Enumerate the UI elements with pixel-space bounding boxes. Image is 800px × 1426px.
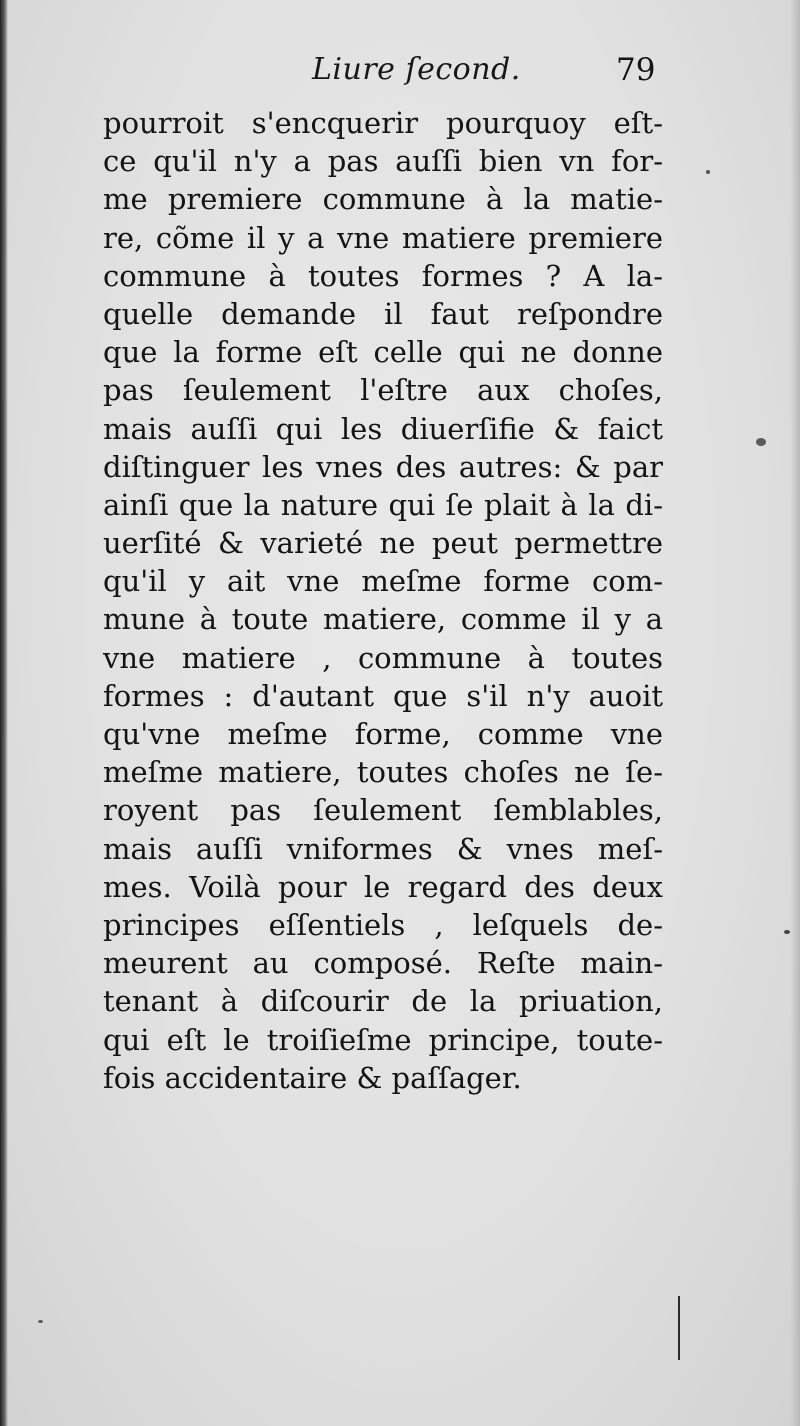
body-text [103, 104, 663, 1097]
text-line: mes. Voilà pour le regard des deux [103, 869, 663, 904]
text-line: ainſi que la nature qui ſe plait à la di- [103, 487, 663, 522]
text-line: royent pas ſeulement ſemblables, [103, 793, 663, 828]
text-line: tenant à diſcourir de la priuation, [103, 984, 663, 1019]
text-line: vne matiere , commune à toutes [103, 640, 663, 675]
text-line: mune à toute matiere, comme il y a [103, 602, 663, 637]
text-line: me premiere commune à la matie- [103, 182, 663, 217]
text-line: pas ſeulement l'eſtre aux choſes, [103, 373, 663, 408]
binding-shadow [0, 0, 8, 1426]
text-line: principes eſſentiels , leſquels de- [103, 907, 663, 942]
margin-mark [678, 1296, 680, 1360]
text-line: pourroit s'encquerir pourquoy eſt- [103, 106, 663, 140]
text-line: diſtinguer les vnes des autres: & par [103, 449, 663, 484]
paper-speck [756, 438, 766, 446]
paper-speck [38, 1320, 43, 1323]
text-line: qu'vne meſme forme, comme vne [103, 717, 663, 751]
text-line: formes : d'autant que s'il n'y auoit [103, 678, 663, 713]
text-line: mais auſſi qui les diuerſifie & faict [103, 411, 663, 446]
text-line: meſme matiere, toutes choſes ne ſe- [103, 755, 663, 790]
text-line: meurent au composé. Reſte main- [103, 946, 663, 981]
text-line: mais auſſi vniformes & vnes meſ- [103, 831, 663, 866]
running-head: Liure ſecond. [312, 52, 521, 87]
text-line-last: fois accidentaire & paſſager. [103, 1060, 522, 1095]
paper-speck [706, 170, 710, 174]
page-header [0, 52, 800, 96]
text-line: qui eſt le troiſieſme principe, toute- [103, 1022, 663, 1057]
text-line: commune à toutes formes ? A la- [103, 258, 663, 293]
text-line: que la forme eſt celle qui ne donne [103, 335, 663, 370]
page-number: 79 [616, 52, 656, 88]
text-line: qu'il y ait vne meſme forme com- [103, 564, 663, 599]
page-edge [790, 0, 800, 1426]
paper-speck [784, 930, 790, 934]
text-line: re, cõme il y a vne matiere premiere [103, 220, 663, 255]
text-line: quelle demande il faut reſpondre [103, 296, 663, 331]
text-line: uerſité & varieté ne peut permettre [103, 526, 663, 561]
text-line: ce qu'il n'y a pas auſſi bien vn for- [103, 144, 663, 179]
